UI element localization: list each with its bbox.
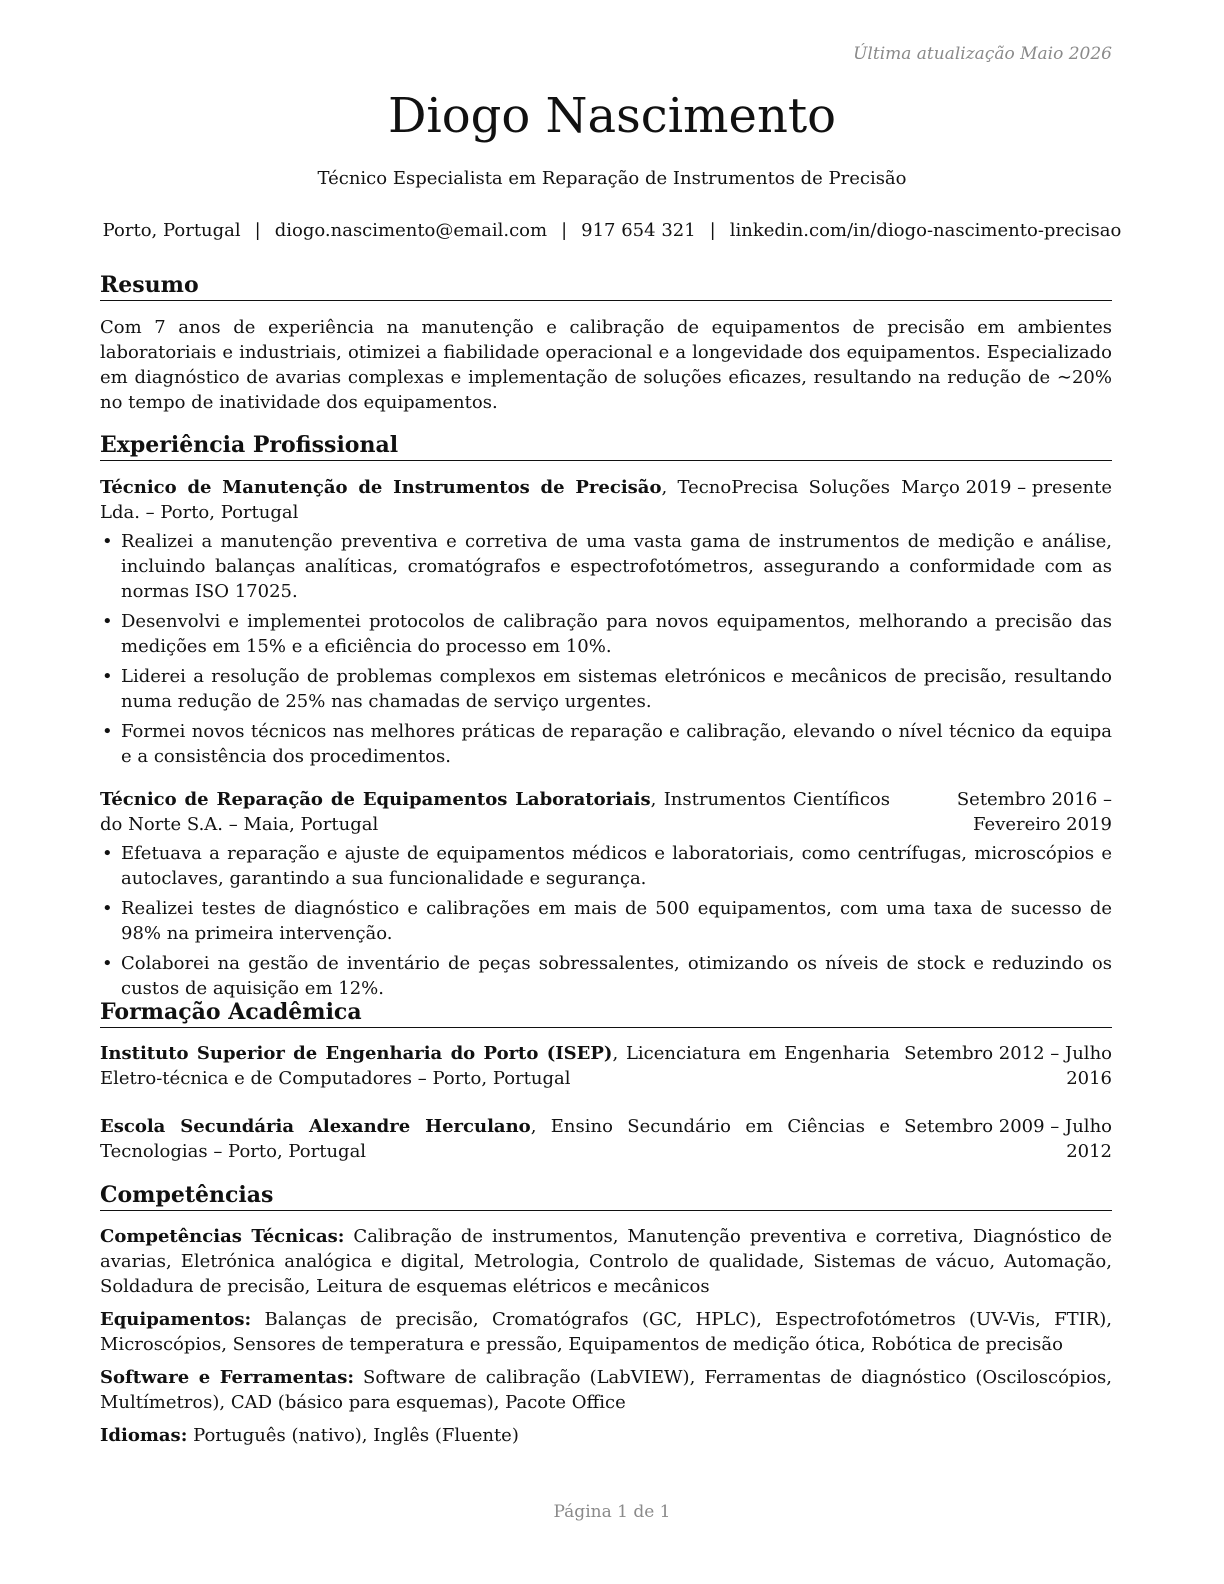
contact-line <box>0 218 1224 243</box>
job-bullets <box>100 841 1112 1001</box>
skill-group <box>100 1224 1112 1299</box>
contact-email[interactable]: diogo.nascimento@email.com <box>274 220 548 241</box>
job-entry <box>100 787 1112 1001</box>
skill-label: Software e Ferramentas: <box>100 1367 354 1388</box>
education-dates: Setembro 2009 – Julho 2012 <box>904 1116 1112 1162</box>
contact-linkedin[interactable]: linkedin.com/in/diogo-nascimento-precisao <box>729 220 1122 241</box>
job-dates: Março 2019 – presente <box>901 477 1112 498</box>
section-heading: Competências <box>100 1181 1112 1211</box>
education-title-line <box>100 1114 890 1164</box>
job-company: , Instrumentos Científicos do Norte S.A. – Maia, Portugal <box>100 789 890 835</box>
job-bullet: • Colaborei na gestão de inventário de peças sobressalentes, otimizando os níveis de stock e reduzindo os custos de aquisição em 12%. <box>100 951 1112 1001</box>
education-detail: , Ensino Secundário em Ciências e Tecnologias – Porto, Portugal <box>100 1116 890 1162</box>
job-entry <box>100 475 1112 769</box>
contact-phone: 917 654 321 <box>581 220 696 241</box>
job-role: Técnico de Reparação de Equipamentos Laboratoriais <box>100 789 651 810</box>
skill-label: Competências Técnicas: <box>100 1226 345 1247</box>
job-bullet: • Efetuava a reparação e ajuste de equipamentos médicos e laboratoriais, como centrífugas, microscópios e autoclaves, garantindo a sua funcionalidade e segurança. <box>100 841 1112 891</box>
skill-label: Idiomas: <box>100 1425 188 1446</box>
job-bullet: • Formei novos técnicos nas melhores práticas de reparação e calibração, elevando o nível técnico da equipa e a consistência dos procedimentos. <box>100 719 1112 769</box>
job-company: , TecnoPrecisa Soluções Lda. – Porto, Portugal <box>100 477 891 523</box>
skill-label: Equipamentos: <box>100 1309 252 1330</box>
education-school: Instituto Superior de Engenharia do Porto (ISEP) <box>100 1043 613 1064</box>
job-bullets <box>100 529 1112 769</box>
job-title-line <box>100 787 890 837</box>
candidate-name: Diogo Nascimento <box>387 88 837 144</box>
education-section <box>100 998 1112 1164</box>
last-updated: Última atualização Maio 2026 <box>853 44 1112 64</box>
job-dates: Setembro 2016 – Fevereiro 2019 <box>956 789 1112 835</box>
job-bullet: • Desenvolvi e implementei protocolos de calibração para novos equipamentos, melhorando a precisão das medições em 15% e a eficiência do processo em 10%. <box>100 609 1112 659</box>
section-heading: Resumo <box>100 271 1112 301</box>
skill-group <box>100 1365 1112 1415</box>
job-header <box>100 787 1112 837</box>
education-detail: , Licenciatura em Engenharia Eletro-técnica e de Computadores – Porto, Portugal <box>100 1043 890 1089</box>
skill-text: Balanças de precisão, Cromatógrafos (GC, HPLC), Espectrofotómetros (UV-Vis, FTIR), Microscópios, Sensores de temperatura e pressão, Equipamentos de medição ótica, Robótica de precisão <box>100 1309 1112 1355</box>
job-bullet: • Realizei testes de diagnóstico e calibrações em mais de 500 equipamentos, com uma taxa de sucesso de 98% na primeira intervenção. <box>100 896 1112 946</box>
candidate-title: Técnico Especialista em Reparação de Instrumentos de Precisão <box>317 168 907 189</box>
education-entry <box>100 1114 1112 1164</box>
contact-separator: | <box>709 220 716 241</box>
skill-group <box>100 1423 1112 1448</box>
skill-text: Português (nativo), Inglês (Fluente) <box>187 1425 519 1446</box>
summary-text: Com 7 anos de experiência na manutenção e calibração de equipamentos de precisão em ambientes laboratoriais e industriais, otimizei a fiabilidade operacional e a longevidade dos equipamentos. Especializado em diagnóstico de avarias complexas e implementação de soluções eficazes, resultando na redução de ∼20% no tempo de inatividade dos equipamentos. <box>100 317 1112 413</box>
skill-text: Software de calibração (LabVIEW), Ferramentas de diagnóstico (Osciloscópios, Multímetros), CAD (básico para esquemas), Pacote Office <box>100 1367 1112 1413</box>
skill-group <box>100 1307 1112 1357</box>
contact-separator: | <box>254 220 261 241</box>
page-number: Página 1 de 1 <box>553 1502 671 1522</box>
job-role: Técnico de Manutenção de Instrumentos de Precisão <box>100 477 662 498</box>
experience-section <box>100 431 1112 1006</box>
section-heading: Experiência Profissional <box>100 431 1112 461</box>
job-header <box>100 475 1112 525</box>
job-bullet: • Liderei a resolução de problemas complexos em sistemas eletrónicos e mecânicos de precisão, resultando numa redução de 25% nas chamadas de serviço urgentes. <box>100 664 1112 714</box>
education-dates: Setembro 2012 – Julho 2016 <box>904 1043 1112 1089</box>
education-entry <box>100 1041 1112 1091</box>
skill-text: Calibração de instrumentos, Manutenção preventiva e corretiva, Diagnóstico de avarias, Eletrónica analógica e digital, Metrologia, Controlo de qualidade, Sistemas de vácuo, Automação, Soldadura de precisão, Leitura de esquemas elétricos e mecânicos <box>100 1226 1112 1297</box>
section-heading: Formação Acadêmica <box>100 998 1112 1028</box>
summary-section <box>100 271 1112 415</box>
job-title-line <box>100 475 890 525</box>
skills-section <box>100 1181 1112 1448</box>
job-bullet: • Realizei a manutenção preventiva e corretiva de uma vasta gama de instrumentos de medição e análise, incluindo balanças analíticas, cromatógrafos e espectrofotómetros, assegurando a conformidade com as normas ISO 17025. <box>100 529 1112 604</box>
contact-location: Porto, Portugal <box>102 220 241 241</box>
education-school: Escola Secundária Alexandre Herculano <box>100 1116 531 1137</box>
contact-separator: | <box>561 220 568 241</box>
education-title-line <box>100 1041 890 1091</box>
